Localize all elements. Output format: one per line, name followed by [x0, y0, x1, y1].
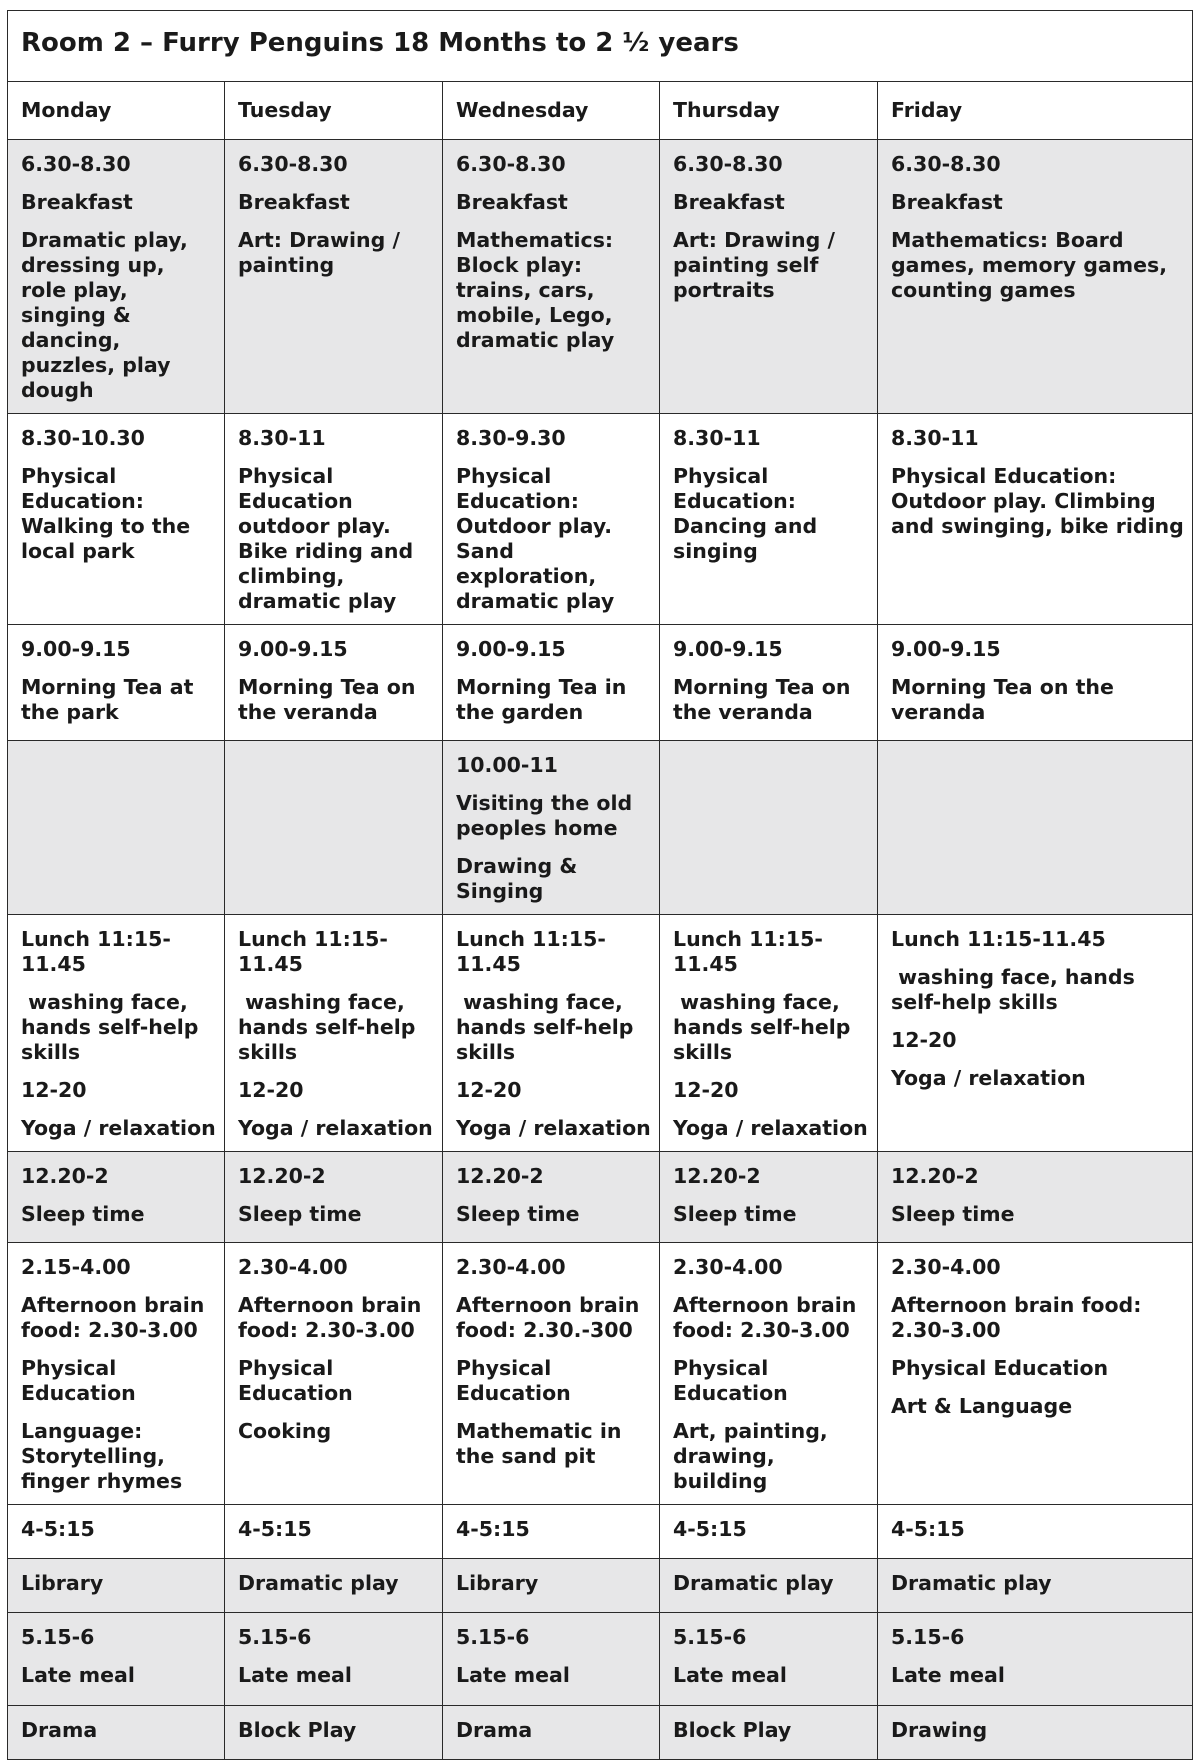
cell-text: Lunch 11:15-11.45 [21, 927, 171, 976]
cell-text: 6.30-8.30 [238, 152, 348, 176]
schedule-cell-visit-monday [8, 741, 225, 915]
schedule-cell-tea-wednesday [443, 625, 660, 741]
schedule-row-pe [8, 414, 1193, 625]
cell-text: Yoga / relaxation [673, 1116, 868, 1140]
cell-text: Morning Tea on the veranda [238, 675, 423, 724]
schedule-row-sleep [8, 1152, 1193, 1243]
cell-text: 12.20-2 [238, 1164, 326, 1188]
schedule-cell-tea-tuesday [225, 625, 443, 741]
cell-text: Yoga / relaxation [238, 1116, 433, 1140]
schedule-cell-late-friday [878, 1613, 1193, 1706]
cell-text: Mathematics: Block play: trains, cars, mobile, Lego, dramatic play [456, 228, 621, 352]
cell-text: 2.30-4.00 [891, 1255, 1001, 1279]
day-header-row [8, 82, 1193, 140]
day-header-wednesday: Wednesday [443, 82, 660, 140]
cell-text: 12-20 [456, 1078, 522, 1102]
schedule-cell-slot-wednesday [443, 1505, 660, 1559]
day-header-friday: Friday [878, 82, 1193, 140]
schedule-cell-afternoon-tuesday [225, 1243, 443, 1505]
schedule-cell-tea-thursday [660, 625, 878, 741]
cell-text: Physical Education: Walking to the local park [21, 464, 198, 563]
cell-text: washing face, hands self-help skills [456, 990, 641, 1064]
schedule-cell-final-friday [878, 1706, 1193, 1760]
schedule-row-final [8, 1706, 1193, 1760]
cell-text: 9.00-9.15 [456, 637, 566, 661]
schedule-cell-activity-friday [878, 1559, 1193, 1613]
cell-text: Breakfast [238, 190, 350, 214]
cell-text: Physical Education: Dancing and singing [673, 464, 825, 563]
cell-text: Mathematics: Board games, memory games, counting games [891, 228, 1175, 302]
cell-text: 4-5:15 [891, 1517, 965, 1541]
schedule-cell-visit-wednesday [443, 741, 660, 915]
cell-text: 12.20-2 [456, 1164, 544, 1188]
cell-text: Drama [21, 1718, 98, 1742]
cell-text: Sleep time [456, 1202, 580, 1226]
schedule-cell-afternoon-thursday [660, 1243, 878, 1505]
cell-text: 12-20 [21, 1078, 87, 1102]
cell-text: 9.00-9.15 [21, 637, 131, 661]
cell-text: Cooking [238, 1419, 332, 1443]
cell-text: 6.30-8.30 [891, 152, 1001, 176]
schedule-cell-pe-monday [8, 414, 225, 625]
schedule-cell-lunch-friday [878, 915, 1193, 1152]
schedule-row-lunch [8, 915, 1193, 1152]
schedule-cell-afternoon-friday [878, 1243, 1193, 1505]
schedule-cell-visit-thursday [660, 741, 878, 915]
cell-text: Library [456, 1571, 539, 1595]
schedule-cell-lunch-monday [8, 915, 225, 1152]
cell-text: Visiting the old peoples home [456, 791, 640, 840]
cell-text: Art, painting, drawing, building [673, 1419, 835, 1493]
cell-text: Lunch 11:15-11.45 [891, 927, 1106, 951]
schedule-cell-late-thursday [660, 1613, 878, 1706]
cell-text: 2.30-4.00 [673, 1255, 783, 1279]
cell-text: Physical Education outdoor play. Bike riding and climbing, dramatic play [238, 464, 421, 613]
cell-text: Morning Tea on the veranda [891, 675, 1122, 724]
cell-text: Drawing [891, 1718, 988, 1742]
cell-text: Library [21, 1571, 104, 1595]
cell-text: 9.00-9.15 [891, 637, 1001, 661]
cell-text: 12.20-2 [891, 1164, 979, 1188]
title-row [8, 11, 1193, 82]
cell-text: Breakfast [891, 190, 1003, 214]
schedule-cell-pe-friday [878, 414, 1193, 625]
cell-text: Morning Tea in the garden [456, 675, 634, 724]
cell-text: Late meal [456, 1663, 570, 1687]
schedule-cell-activity-tuesday [225, 1559, 443, 1613]
schedule-cell-final-tuesday [225, 1706, 443, 1760]
cell-text: 4-5:15 [238, 1517, 312, 1541]
cell-text: Physical Education [21, 1356, 136, 1405]
schedule-cell-late-wednesday [443, 1613, 660, 1706]
schedule-cell-breakfast-wednesday [443, 140, 660, 414]
schedule-sheet [7, 10, 1192, 1760]
schedule-cell-tea-friday [878, 625, 1193, 741]
day-header-monday: Monday [8, 82, 225, 140]
schedule-cell-tea-monday [8, 625, 225, 741]
schedule-cell-sleep-friday [878, 1152, 1193, 1243]
cell-text: Afternoon brain food: 2.30-3.00 [238, 1293, 429, 1342]
cell-text: 12-20 [238, 1078, 304, 1102]
schedule-cell-slot-friday [878, 1505, 1193, 1559]
schedule-cell-sleep-tuesday [225, 1152, 443, 1243]
cell-text: 4-5:15 [673, 1517, 747, 1541]
cell-text: Breakfast [21, 190, 133, 214]
day-header-tuesday: Tuesday [225, 82, 443, 140]
schedule-row-breakfast [8, 140, 1193, 414]
schedule-cell-activity-monday [8, 1559, 225, 1613]
schedule-cell-sleep-monday [8, 1152, 225, 1243]
cell-text: Physical Education: Outdoor play. Sand exploration, dramatic play [456, 464, 620, 613]
day-header-thursday: Thursday [660, 82, 878, 140]
cell-text: Morning Tea on the veranda [673, 675, 858, 724]
schedule-cell-final-thursday [660, 1706, 878, 1760]
cell-text: 8.30-9.30 [456, 426, 566, 450]
cell-text: Late meal [673, 1663, 787, 1687]
cell-text: 2.30-4.00 [456, 1255, 566, 1279]
schedule-row-activity [8, 1559, 1193, 1613]
cell-text: 9.00-9.15 [673, 637, 783, 661]
cell-text: Drawing & Singing [456, 854, 585, 903]
schedule-cell-lunch-wednesday [443, 915, 660, 1152]
schedule-row-afternoon [8, 1243, 1193, 1505]
cell-text: washing face, hands self-help skills [891, 965, 1142, 1014]
schedule-cell-slot-thursday [660, 1505, 878, 1559]
cell-text: 6.30-8.30 [456, 152, 566, 176]
schedule-cell-final-wednesday [443, 1706, 660, 1760]
schedule-cell-activity-wednesday [443, 1559, 660, 1613]
cell-text: Physical Education [673, 1356, 788, 1405]
cell-text: Lunch 11:15-11.45 [456, 927, 606, 976]
cell-text: Sleep time [238, 1202, 362, 1226]
cell-text: 10.00-11 [456, 753, 558, 777]
schedule-cell-pe-tuesday [225, 414, 443, 625]
cell-text: Language: Storytelling, finger rhymes [21, 1419, 183, 1493]
cell-text: 12-20 [673, 1078, 739, 1102]
cell-text: Block Play [238, 1718, 357, 1742]
cell-text: 8.30-11 [673, 426, 761, 450]
cell-text: Lunch 11:15-11.45 [238, 927, 388, 976]
schedule-row-visit [8, 741, 1193, 915]
schedule-cell-pe-thursday [660, 414, 878, 625]
schedule-cell-slot-tuesday [225, 1505, 443, 1559]
schedule-cell-breakfast-tuesday [225, 140, 443, 414]
cell-text: 5.15-6 [891, 1625, 965, 1649]
cell-text: Dramatic play, dressing up, role play, singing & dancing, puzzles, play dough [21, 228, 195, 402]
cell-text: 8.30-11 [238, 426, 326, 450]
cell-text: Afternoon brain food: 2.30-3.00 [21, 1293, 212, 1342]
cell-text: washing face, hands self-help skills [21, 990, 206, 1064]
cell-text: Art: Drawing / painting self portraits [673, 228, 843, 302]
cell-text: 2.30-4.00 [238, 1255, 348, 1279]
cell-text: Art: Drawing / painting [238, 228, 408, 277]
cell-text: Afternoon brain food: 2.30-3.00 [891, 1293, 1149, 1342]
cell-text: Sleep time [673, 1202, 797, 1226]
cell-text: 12-20 [891, 1028, 957, 1052]
cell-text: 6.30-8.30 [21, 152, 131, 176]
schedule-cell-visit-tuesday [225, 741, 443, 915]
schedule-cell-pe-wednesday [443, 414, 660, 625]
cell-text: Dramatic play [238, 1571, 399, 1595]
cell-text: Breakfast [673, 190, 785, 214]
cell-text: Physical Education [891, 1356, 1109, 1380]
cell-text: Physical Education [456, 1356, 571, 1405]
cell-text: Physical Education: Outdoor play. Climbing and swinging, bike riding [891, 464, 1184, 538]
cell-text: Breakfast [456, 190, 568, 214]
schedule-cell-slot-monday [8, 1505, 225, 1559]
cell-text: Late meal [21, 1663, 135, 1687]
schedule-cell-late-monday [8, 1613, 225, 1706]
cell-text: Physical Education [238, 1356, 353, 1405]
schedule-cell-breakfast-friday [878, 140, 1193, 414]
schedule-cell-sleep-thursday [660, 1152, 878, 1243]
schedule-row-slot [8, 1505, 1193, 1559]
cell-text: 4-5:15 [456, 1517, 530, 1541]
cell-text: Afternoon brain food: 2.30-3.00 [673, 1293, 864, 1342]
cell-text: Lunch 11:15-11.45 [673, 927, 823, 976]
cell-text: Late meal [238, 1663, 352, 1687]
cell-text: Sleep time [21, 1202, 145, 1226]
schedule-cell-breakfast-monday [8, 140, 225, 414]
schedule-cell-afternoon-wednesday [443, 1243, 660, 1505]
schedule-cell-lunch-thursday [660, 915, 878, 1152]
cell-text: Block Play [673, 1718, 792, 1742]
schedule-cell-final-monday [8, 1706, 225, 1760]
cell-text: Morning Tea at the park [21, 675, 201, 724]
cell-text: Afternoon brain food: 2.30.-300 [456, 1293, 647, 1342]
cell-text: 8.30-10.30 [21, 426, 145, 450]
cell-text: 4-5:15 [21, 1517, 95, 1541]
cell-text: Sleep time [891, 1202, 1015, 1226]
schedule-cell-afternoon-monday [8, 1243, 225, 1505]
cell-text: Dramatic play [891, 1571, 1052, 1595]
schedule-cell-late-tuesday [225, 1613, 443, 1706]
cell-text: washing face, hands self-help skills [238, 990, 423, 1064]
cell-text: Late meal [891, 1663, 1005, 1687]
cell-text: Yoga / relaxation [21, 1116, 216, 1140]
cell-text: Mathematic in the sand pit [456, 1419, 629, 1468]
cell-text: 12.20-2 [673, 1164, 761, 1188]
cell-text: Dramatic play [673, 1571, 834, 1595]
page-title: Room 2 – Furry Penguins 18 Months to 2 ½ years [8, 11, 1193, 82]
cell-text: 2.15-4.00 [21, 1255, 131, 1279]
cell-text: 5.15-6 [673, 1625, 747, 1649]
cell-text: 5.15-6 [21, 1625, 95, 1649]
cell-text: Yoga / relaxation [891, 1066, 1086, 1090]
schedule-row-tea [8, 625, 1193, 741]
schedule-table [7, 10, 1193, 1760]
schedule-cell-sleep-wednesday [443, 1152, 660, 1243]
cell-text: Art & Language [891, 1394, 1073, 1418]
schedule-cell-visit-friday [878, 741, 1193, 915]
schedule-row-late [8, 1613, 1193, 1706]
cell-text: 5.15-6 [238, 1625, 312, 1649]
cell-text: 8.30-11 [891, 426, 979, 450]
cell-text: washing face, hands self-help skills [673, 990, 858, 1064]
cell-text: 6.30-8.30 [673, 152, 783, 176]
schedule-cell-lunch-tuesday [225, 915, 443, 1152]
cell-text: 12.20-2 [21, 1164, 109, 1188]
schedule-cell-activity-thursday [660, 1559, 878, 1613]
cell-text: Yoga / relaxation [456, 1116, 651, 1140]
cell-text: Drama [456, 1718, 533, 1742]
cell-text: 5.15-6 [456, 1625, 530, 1649]
schedule-cell-breakfast-thursday [660, 140, 878, 414]
cell-text: 9.00-9.15 [238, 637, 348, 661]
